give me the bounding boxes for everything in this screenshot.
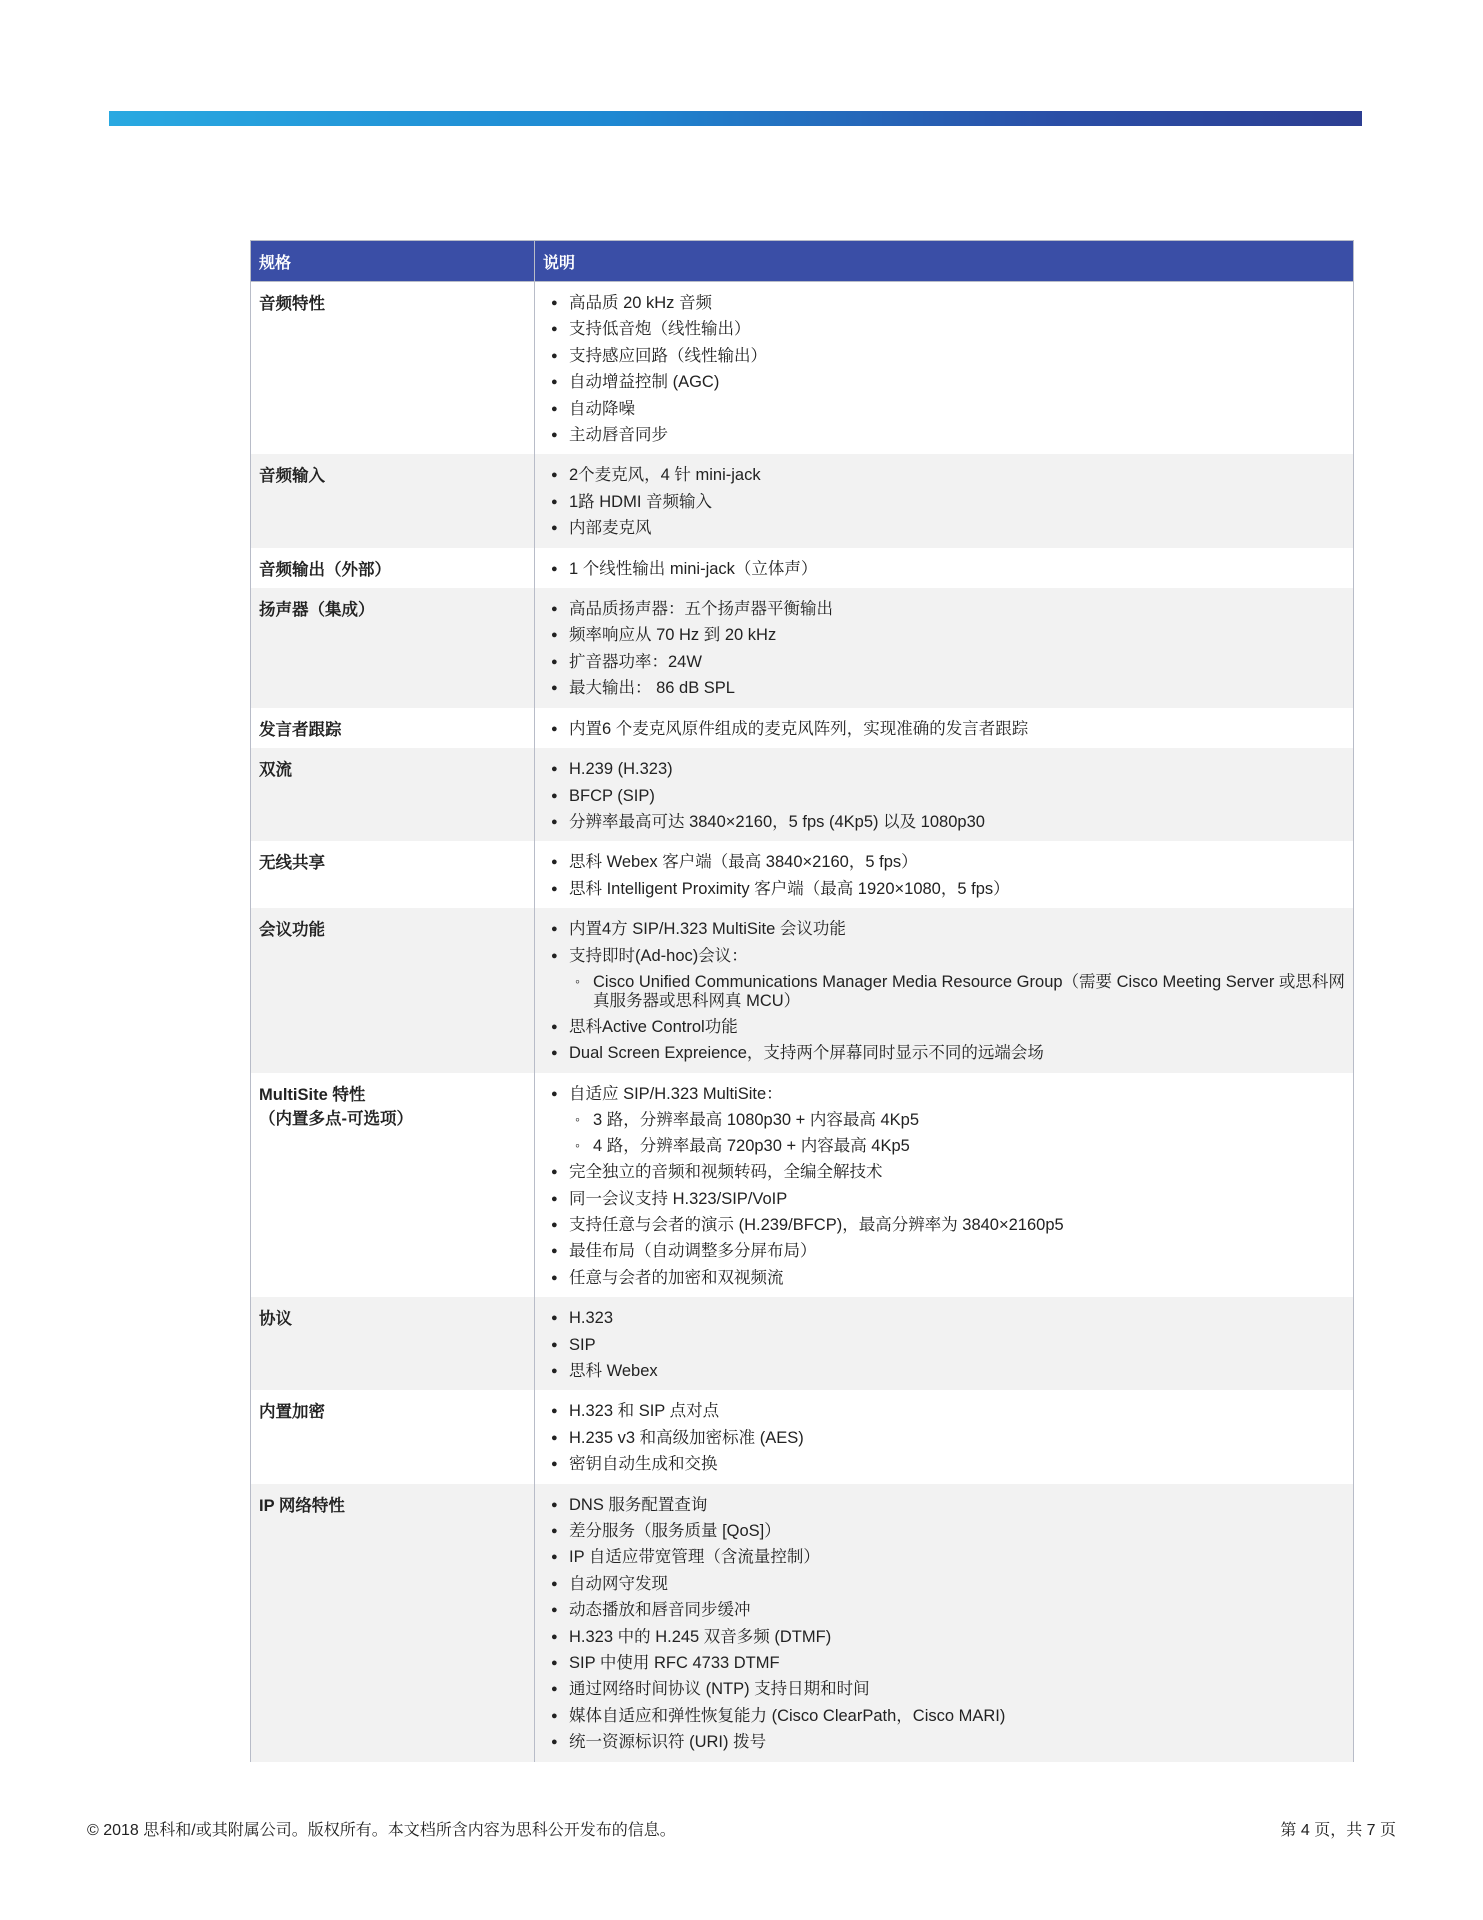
spec-name: 发言者跟踪 <box>259 720 342 739</box>
table-row <box>251 282 1354 455</box>
spec-name-cell <box>251 841 535 908</box>
bullet-list <box>543 290 1345 448</box>
bullet-list <box>543 462 1345 541</box>
spec-name-cell <box>251 1390 535 1483</box>
spec-name-cell <box>251 282 535 455</box>
bullet-item: ● 支持任意与会者的演示 (H.239/BFCP)，最高分辨率为 3840×2160p5 <box>569 1212 1345 1238</box>
spec-name-cell <box>251 1484 535 1762</box>
table-row <box>251 748 1354 841</box>
bullet-item: ● 密钥自动生成和交换 <box>569 1451 1345 1477</box>
spec-description-cell <box>535 588 1354 708</box>
sub-bullet-item: ◦ Cisco Unified Communications Manager Media Resource Group（需要 Cisco Meeting Server 或思科网真服务器或思科网真 MCU） <box>593 969 1345 1014</box>
bullet-item: ● 支持即时(Ad-hoc)会议： <box>569 943 1345 969</box>
spec-name: MultiSite 特性 <box>259 1085 366 1104</box>
bullet-item: ● 任意与会者的加密和双视频流 <box>569 1265 1345 1291</box>
bullet-item: ● 支持低音炮（线性输出） <box>569 316 1345 342</box>
bullet-list <box>543 556 1345 582</box>
table-row <box>251 1073 1354 1297</box>
table-header-row <box>251 241 1354 282</box>
table-row <box>251 454 1354 547</box>
spec-name: 扬声器（集成） <box>259 601 375 620</box>
bullet-item: ● 高品质 20 kHz 音频 <box>569 290 1345 316</box>
bullet-item: ● 2个麦克风，4 针 mini-jack <box>569 462 1345 488</box>
footer-page-number: 第 4 页，共 7 页 <box>1280 1822 1396 1839</box>
bullet-list <box>543 849 1345 902</box>
bullet-list <box>543 596 1345 702</box>
footer-copyright: © 2018 思科和/或其附属公司。版权所有。本文档所含内容为思科公开发布的信息。 <box>87 1822 676 1839</box>
table-row <box>251 1484 1354 1762</box>
spec-name: 音频特性 <box>259 295 325 313</box>
bullet-item: ● 同一会议支持 H.323/SIP/VoIP <box>569 1186 1345 1212</box>
header-spec: 规格 <box>251 241 535 282</box>
table-row <box>251 548 1354 588</box>
bullet-item: ● 内置4方 SIP/H.323 MultiSite 会议功能 <box>569 916 1345 942</box>
bullet-list <box>543 1492 1345 1756</box>
spec-description-cell <box>535 282 1354 455</box>
bullet-item: ● 自动降噪 <box>569 396 1345 422</box>
bullet-item: ● H.323 和 SIP 点对点 <box>569 1398 1345 1424</box>
bullet-item: ● 最大输出： 86 dB SPL <box>569 675 1345 701</box>
spec-description-cell <box>535 1073 1354 1297</box>
bullet-item: ● 自动网守发现 <box>569 1571 1345 1597</box>
bullet-item: ● 1 个线性输出 mini-jack（立体声） <box>569 556 1345 582</box>
bullet-item: ● DNS 服务配置查询 <box>569 1492 1345 1518</box>
spec-name-cell <box>251 748 535 841</box>
spec-name-cell <box>251 588 535 708</box>
bullet-item: ● 完全独立的音频和视频转码，全编全解技术 <box>569 1159 1345 1185</box>
bullet-item: ● 内部麦克风 <box>569 515 1345 541</box>
header-gradient-bar <box>109 111 1362 126</box>
spec-name: 音频输入 <box>259 467 325 486</box>
table-row <box>251 1390 1354 1483</box>
bullet-item: ● 自动增益控制 (AGC) <box>569 369 1345 395</box>
bullet-item: ● 思科Active Control功能 <box>569 1014 1345 1040</box>
bullet-item: ● 自适应 SIP/H.323 MultiSite： <box>569 1081 1345 1107</box>
bullet-item: ● 扩音器功率：24W <box>569 649 1345 675</box>
spec-description-cell <box>535 454 1354 547</box>
spec-name-cell <box>251 1073 535 1297</box>
table-row <box>251 588 1354 708</box>
bullet-item: ● H.323 <box>569 1305 1345 1331</box>
spec-description-cell <box>535 908 1354 1073</box>
header-description: 说明 <box>535 241 1354 282</box>
bullet-item: ● 差分服务（服务质量 [QoS]） <box>569 1518 1345 1544</box>
bullet-item: ● SIP <box>569 1332 1345 1358</box>
bullet-item: ● 分辨率最高可达 3840×2160，5 fps (4Kp5) 以及 1080p30 <box>569 809 1345 835</box>
bullet-item: ● 内置6 个麦克风原件组成的麦克风阵列，实现准确的发言者跟踪 <box>569 716 1345 742</box>
spec-name: 会议功能 <box>259 921 325 940</box>
table-body <box>251 282 1354 1762</box>
bullet-list <box>543 1081 1345 1291</box>
sub-bullet-item: ◦ 4 路，分辨率最高 720p30 + 内容最高 4Kp5 <box>593 1133 1345 1159</box>
spec-description-cell <box>535 1297 1354 1390</box>
bullet-item: ● 思科 Intelligent Proximity 客户端（最高 1920×1080，5 fps） <box>569 876 1345 902</box>
bullet-item: ● 1路 HDMI 音频输入 <box>569 489 1345 515</box>
spec-name-sub: （内置多点-可选项） <box>259 1109 413 1128</box>
bullet-item: ● 支持感应回路（线性输出） <box>569 343 1345 369</box>
bullet-item: ● H.323 中的 H.245 双音多频 (DTMF) <box>569 1624 1345 1650</box>
spec-name-cell <box>251 708 535 748</box>
bullet-item: ● Dual Screen Expreience，支持两个屏幕同时显示不同的远端会场 <box>569 1040 1345 1066</box>
bullet-item: ● 媒体自适应和弹性恢复能力 (Cisco ClearPath，Cisco MARI) <box>569 1703 1345 1729</box>
bullet-list <box>543 1398 1345 1477</box>
spec-name-cell <box>251 454 535 547</box>
bullet-item: ● H.235 v3 和高级加密标准 (AES) <box>569 1425 1345 1451</box>
bullet-item: ● 动态播放和唇音同步缓冲 <box>569 1597 1345 1623</box>
spec-name: 内置加密 <box>259 1403 325 1422</box>
bullet-item: ● 高品质扬声器：五个扬声器平衡输出 <box>569 596 1345 622</box>
bullet-item: ● 思科 Webex 客户端（最高 3840×2160，5 fps） <box>569 849 1345 875</box>
bullet-list <box>543 1305 1345 1384</box>
bullet-item: ● 统一资源标识符 (URI) 拨号 <box>569 1729 1345 1755</box>
bullet-item: ● BFCP (SIP) <box>569 783 1345 809</box>
sub-bullet-item: ◦ 3 路，分辨率最高 1080p30 + 内容最高 4Kp5 <box>593 1107 1345 1133</box>
spec-description-cell <box>535 1484 1354 1762</box>
table-row <box>251 908 1354 1073</box>
spec-name-cell <box>251 1297 535 1390</box>
spec-name: 双流 <box>259 761 292 780</box>
spec-description-cell <box>535 548 1354 588</box>
spec-name-cell <box>251 908 535 1073</box>
spec-name: 音频输出（外部） <box>259 560 391 579</box>
bullet-list <box>543 916 1345 1067</box>
bullet-item: ● IP 自适应带宽管理（含流量控制） <box>569 1544 1345 1570</box>
spec-name: 无线共享 <box>259 854 325 873</box>
bullet-item: ● 频率响应从 70 Hz 到 20 kHz <box>569 622 1345 648</box>
spec-description-cell <box>535 841 1354 908</box>
bullet-item: ● SIP 中使用 RFC 4733 DTMF <box>569 1650 1345 1676</box>
spec-table <box>250 240 1354 1762</box>
table-row <box>251 1297 1354 1390</box>
spec-name-cell <box>251 548 535 588</box>
bullet-list <box>543 756 1345 835</box>
spec-description-cell <box>535 1390 1354 1483</box>
spec-name: IP 网络特性 <box>259 1496 345 1515</box>
spec-description-cell <box>535 748 1354 841</box>
spec-description-cell <box>535 708 1354 748</box>
bullet-item: ● 思科 Webex <box>569 1358 1345 1384</box>
spec-name: 协议 <box>259 1310 292 1329</box>
bullet-list <box>543 716 1345 742</box>
bullet-item: ● 最佳布局（自动调整多分屏布局） <box>569 1238 1345 1264</box>
bullet-item: ● 主动唇音同步 <box>569 422 1345 448</box>
bullet-item: ● 通过网络时间协议 (NTP) 支持日期和时间 <box>569 1676 1345 1702</box>
table-row <box>251 708 1354 748</box>
table-row <box>251 841 1354 908</box>
bullet-item: ● H.239 (H.323) <box>569 756 1345 782</box>
